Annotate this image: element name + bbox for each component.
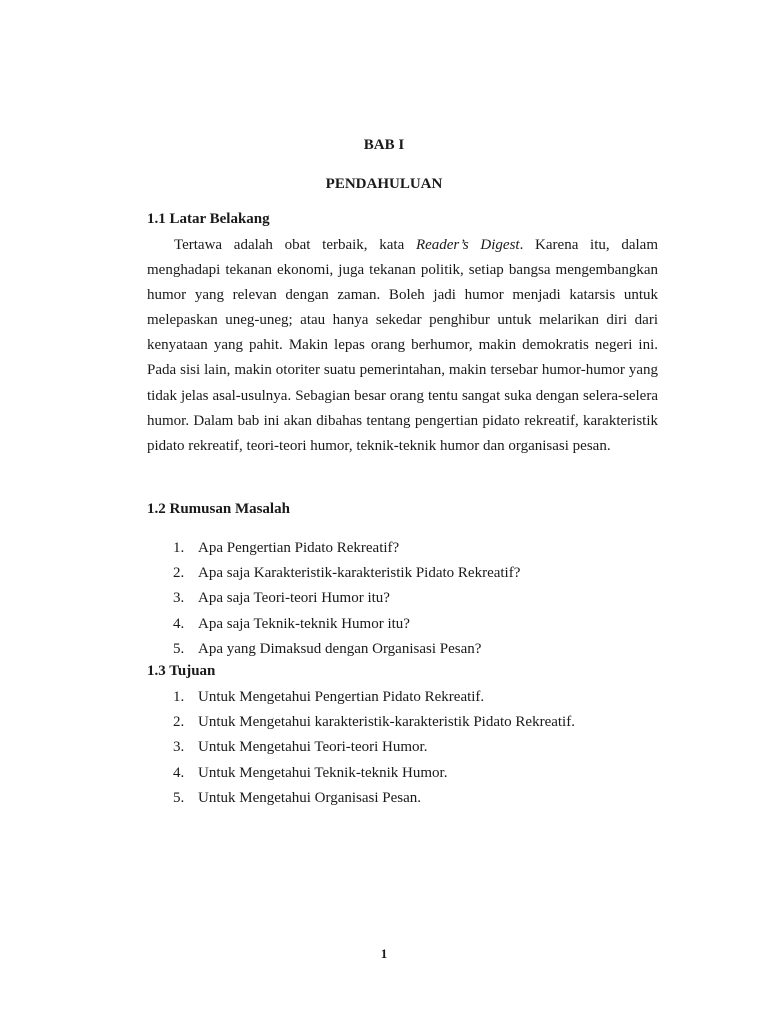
list-number: 2. (173, 714, 185, 731)
list-text: Untuk Mengetahui Teori-teori Humor. (198, 739, 428, 756)
section-heading-problems: 1.2 Rumusan Masalah (147, 501, 290, 517)
objectives-list (147, 685, 667, 811)
list-item (147, 735, 667, 760)
list-text: Apa saja Teori-teori Humor itu? (198, 590, 390, 607)
chapter-label: BAB I (363, 137, 405, 153)
list-item (147, 637, 667, 662)
list-item (147, 786, 667, 811)
list-number: 5. (173, 789, 185, 806)
list-number: 4. (173, 615, 185, 632)
list-text: Untuk Mengetahui Teknik-teknik Humor. (198, 764, 448, 781)
paragraph-italic-title: Reader’s Digest (415, 237, 520, 253)
list-number: 3. (173, 590, 185, 607)
list-text: Apa yang Dimaksud dengan Organisasi Pesan? (198, 640, 482, 657)
background-paragraph (147, 233, 658, 459)
list-text: Apa saja Teknik-teknik Humor itu? (198, 615, 410, 632)
list-text: Untuk Mengetahui Pengertian Pidato Rekreatif. (198, 689, 485, 705)
list-text: Apa saja Karakteristik-karakteristik Pidato Rekreatif? (198, 565, 521, 582)
problems-list (147, 536, 667, 662)
list-number: 4. (173, 764, 185, 781)
page-number: 1 (380, 946, 388, 961)
list-number: 1. (173, 540, 185, 556)
list-item (147, 685, 667, 710)
list-text: Untuk Mengetahui karakteristik-karakteristik Pidato Rekreatif. (198, 714, 575, 731)
section-heading-objectives: 1.3 Tujuan (147, 663, 216, 679)
list-number: 1. (173, 689, 185, 705)
list-item (147, 536, 667, 561)
list-item (147, 761, 667, 786)
paragraph-text-rest: . Karena itu, dalam menghadapi tekanan ekonomi, juga tekanan politik, setiap bangsa mengembangkan humor yang relevan dengan zaman. Boleh jadi humor menjadi katarsis untuk melepaskan uneg-uneg; atau hanya sekedar penghibur untuk melarikan diri dari kenyataan yang pahit. Makin lepas orang berhumor, makin demokratis negeri ini. Pada sisi lain, makin otoriter suatu pemerintahan, makin tersebar humor-humor yang tidak jelas asal-usulnya. Sebagian besar orang tentu sangat suka dengan selera-selera humor. Dalam bab ini akan dibahas tentang pengertian pidato rekreatif, karakteristik pidato rekreatif, teori-teori humor, teknik-teknik humor dan organisasi pesan. (147, 237, 658, 454)
list-text: Apa Pengertian Pidato Rekreatif? (198, 540, 400, 556)
paragraph-text-start: Tertawa adalah obat terbaik, kata (174, 237, 416, 253)
list-item (147, 612, 667, 637)
list-number: 3. (173, 739, 185, 756)
list-number: 5. (173, 640, 185, 657)
section-heading-background: 1.1 Latar Belakang (147, 211, 270, 227)
list-number: 2. (173, 565, 185, 582)
list-item (147, 586, 667, 611)
list-text: Untuk Mengetahui Organisasi Pesan. (198, 789, 422, 806)
chapter-title: PENDAHULUAN (325, 176, 443, 192)
list-item (147, 561, 667, 586)
list-item (147, 710, 667, 735)
